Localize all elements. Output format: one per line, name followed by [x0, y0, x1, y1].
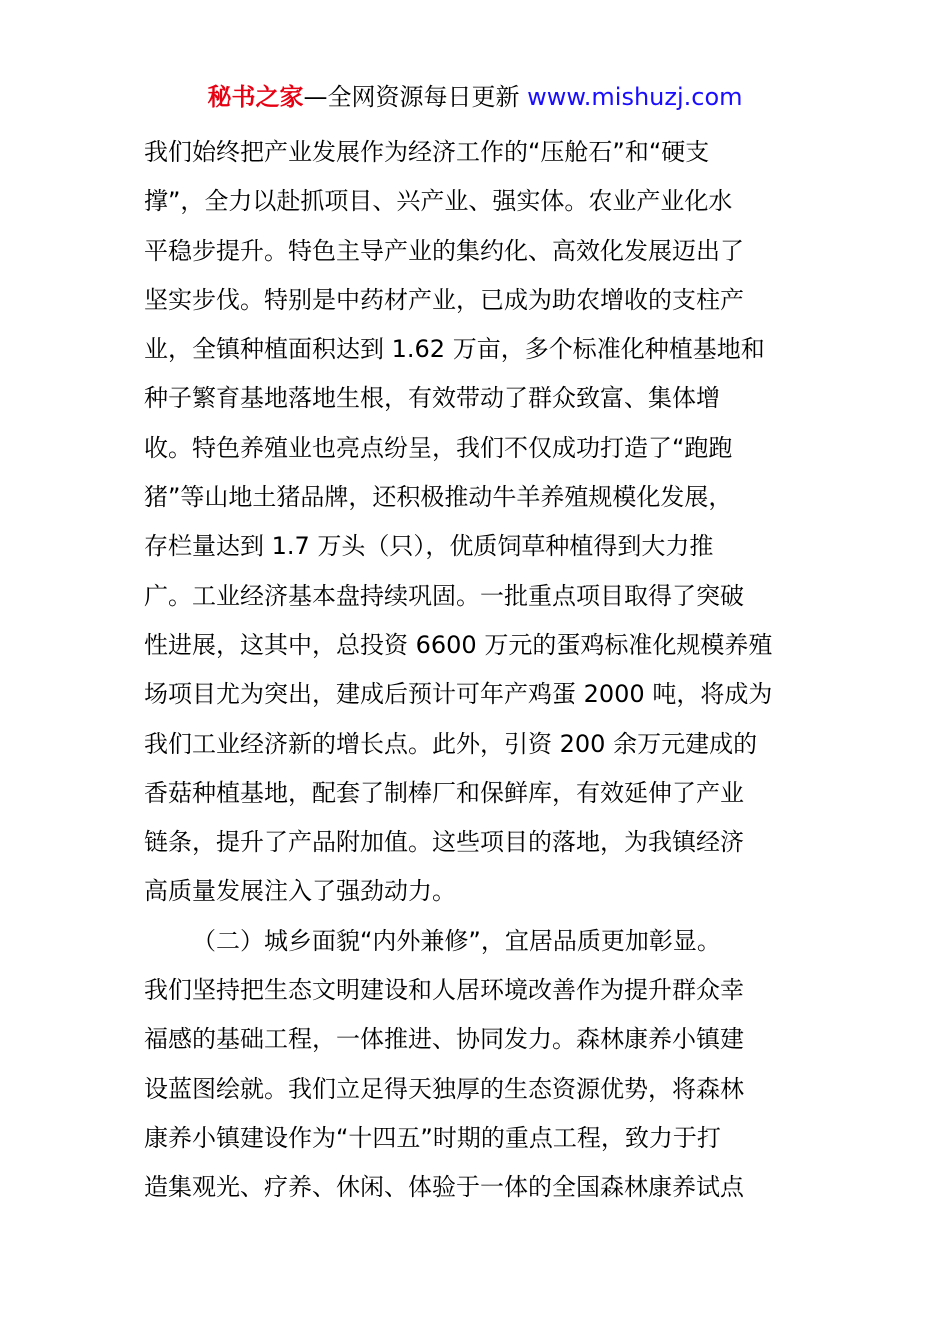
- text-line: 业，全镇种植面积达到 1.62 万亩，多个标准化种植基地和: [144, 335, 765, 364]
- site-tagline: —全网资源每日更新: [303, 83, 528, 111]
- text-line: 我们始终把产业发展作为经济工作的“压舱石”和“硬支: [144, 138, 710, 166]
- text-line: 设蓝图绘就。我们立足得天独厚的生态资源优势，将森林: [144, 1074, 744, 1103]
- text-line: 香菇种植基地，配套了制棒厂和保鲜库，有效延伸了产业: [144, 778, 744, 807]
- page-header: [0, 80, 950, 114]
- text-line: 链条，提升了产品附加值。这些项目的落地，为我镇经济: [144, 828, 744, 857]
- text-line: 种子繁育基地落地生根，有效带动了群众致富、集体增: [144, 384, 720, 413]
- text-line: 高质量发展注入了强劲动力。: [144, 877, 456, 906]
- text-line: 康养小镇建设作为“十四五”时期的重点工程，致力于打: [144, 1123, 721, 1152]
- text-line: 性进展，这其中，总投资 6600 万元的蛋鸡标准化规模养殖: [144, 630, 773, 659]
- text-line: 猪”等山地土猪品牌，还积极推动牛羊养殖规模化发展，: [144, 483, 733, 512]
- text-line: 场项目尤为突出，建成后预计可年产鸡蛋 2000 吨，将成为: [144, 680, 773, 709]
- text-line: 广。工业经济基本盘持续巩固。一批重点项目取得了突破: [144, 581, 744, 610]
- text-line: 造集观光、疗养、休闲、体验于一体的全国森林康养试点: [144, 1173, 744, 1202]
- site-url-link[interactable]: www.mishuzj.com: [527, 83, 743, 111]
- text-line: 我们工业经济新的增长点。此外，引资 200 余万元建成的: [144, 729, 758, 758]
- text-line: 我们坚持把生态文明建设和人居环境改善作为提升群众幸: [144, 976, 744, 1005]
- text-line: 福感的基础工程，一体推进、协同发力。森林康养小镇建: [144, 1025, 744, 1054]
- section-heading: （二）城乡面貌“内外兼修”，宜居品质更加彰显。: [192, 926, 721, 955]
- text-line: 撑”，全力以赴抓项目、兴产业、强实体。农业产业化水: [144, 187, 733, 216]
- text-line: 收。特色养殖业也亮点纷呈，我们不仅成功打造了“跑跑: [144, 433, 733, 462]
- text-line: 平稳步提升。特色主导产业的集约化、高效化发展迈出了: [144, 236, 744, 265]
- text-line: 存栏量达到 1.7 万头（只），优质饲草种植得到大力推: [144, 532, 714, 561]
- site-brand: 秘书之家: [207, 83, 304, 111]
- text-line: 坚实步伐。特别是中药材产业，已成为助农增收的支柱产: [144, 285, 744, 314]
- document-body: [144, 128, 814, 1213]
